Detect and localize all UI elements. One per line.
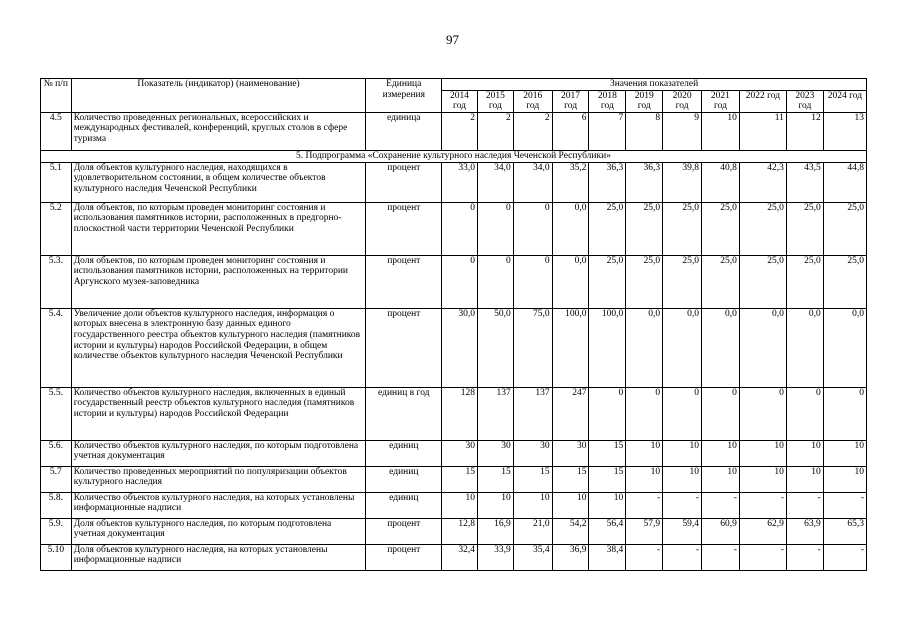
- row-number: 5.7: [41, 466, 72, 492]
- row-value: 10: [477, 492, 513, 518]
- row-value: 25,0: [663, 255, 702, 308]
- row-value: 21,0: [513, 518, 552, 544]
- row-value: 25,0: [663, 202, 702, 255]
- table-header: [41, 79, 867, 113]
- row-value: 25,0: [626, 202, 663, 255]
- row-number: 5.4.: [41, 308, 72, 387]
- header-unit: Единица измерения: [366, 79, 442, 113]
- table-row: [41, 387, 867, 440]
- row-value: 10: [739, 466, 786, 492]
- header-year: 2022 год: [739, 90, 786, 112]
- row-value: 10: [823, 466, 866, 492]
- row-indicator: Количество проведенных мероприятий по популяризации объектов культурного наследия: [71, 466, 366, 492]
- row-value: 0: [442, 202, 478, 255]
- row-value: 75,0: [513, 308, 552, 387]
- row-unit: процент: [366, 202, 442, 255]
- row-value: 10: [626, 440, 663, 466]
- row-value: 0: [823, 387, 866, 440]
- row-value: 30,0: [442, 308, 478, 387]
- row-value: -: [663, 544, 702, 570]
- table-row: [41, 544, 867, 570]
- header-year: 2017 год: [552, 90, 589, 112]
- row-value: 36,9: [552, 544, 589, 570]
- row-value: 25,0: [702, 255, 740, 308]
- row-value: 35,2: [552, 162, 589, 202]
- row-value: 33,9: [477, 544, 513, 570]
- table-row: [41, 308, 867, 387]
- row-indicator: Доля объектов культурного наследия, по которым подготовлена учетная документация: [71, 518, 366, 544]
- row-number: 4.5: [41, 112, 72, 150]
- row-value: 30: [552, 440, 589, 466]
- row-value: 9: [663, 112, 702, 150]
- row-value: 0,0: [702, 308, 740, 387]
- row-unit: единиц: [366, 492, 442, 518]
- table-row: [41, 255, 867, 308]
- row-value: 137: [477, 387, 513, 440]
- row-number: 5.3.: [41, 255, 72, 308]
- row-number: 5.5.: [41, 387, 72, 440]
- row-value: 0: [786, 387, 823, 440]
- row-value: 35,4: [513, 544, 552, 570]
- row-indicator: Количество объектов культурного наследия, по которым подготовлена учетная документация: [71, 440, 366, 466]
- row-value: 10: [589, 492, 626, 518]
- row-indicator: Количество объектов культурного наследия, на которых установлены информационные надписи: [71, 492, 366, 518]
- header-year: 2021 год: [702, 90, 740, 112]
- row-value: 10: [626, 466, 663, 492]
- row-value: 42,3: [739, 162, 786, 202]
- row-value: 25,0: [626, 255, 663, 308]
- row-value: 44,8: [823, 162, 866, 202]
- row-indicator: Доля объектов, по которым проведен мониторинг состояния и использования памятников истории, расположенных на территории Аргунского музея-заповедника: [71, 255, 366, 308]
- row-value: 0: [442, 255, 478, 308]
- row-value: 10: [552, 492, 589, 518]
- row-value: 40,8: [702, 162, 740, 202]
- header-year: 2018 год: [589, 90, 626, 112]
- row-value: 36,3: [589, 162, 626, 202]
- header-indicator: Показатель (индикатор) (наименование): [71, 79, 366, 113]
- row-value: 10: [702, 440, 740, 466]
- row-value: 25,0: [786, 255, 823, 308]
- row-value: 2: [442, 112, 478, 150]
- row-indicator: Доля объектов культурного наследия, находящихся в удовлетворительном состоянии, в общем количестве объектов культурного наследия Чеченской Республики: [71, 162, 366, 202]
- header-year: 2023 год: [786, 90, 823, 112]
- row-number: 5.8.: [41, 492, 72, 518]
- row-value: 0: [477, 202, 513, 255]
- section-row: [41, 150, 867, 162]
- row-value: 0,0: [739, 308, 786, 387]
- row-value: 30: [513, 440, 552, 466]
- row-value: 0: [589, 387, 626, 440]
- row-value: 10: [786, 466, 823, 492]
- row-unit: процент: [366, 544, 442, 570]
- header-num: № п/п: [41, 79, 72, 113]
- row-value: 36,3: [626, 162, 663, 202]
- row-number: 5.1: [41, 162, 72, 202]
- row-value: 15: [513, 466, 552, 492]
- row-value: 25,0: [739, 255, 786, 308]
- row-value: 15: [589, 440, 626, 466]
- row-value: 0: [663, 387, 702, 440]
- row-value: 15: [589, 466, 626, 492]
- table-row: [41, 492, 867, 518]
- header-year: 2020 год: [663, 90, 702, 112]
- row-value: 62,9: [739, 518, 786, 544]
- row-value: 25,0: [823, 255, 866, 308]
- row-value: 10: [513, 492, 552, 518]
- row-value: 0: [513, 202, 552, 255]
- row-value: 16,9: [477, 518, 513, 544]
- row-value: 12,8: [442, 518, 478, 544]
- row-value: 7: [589, 112, 626, 150]
- row-value: 10: [823, 440, 866, 466]
- row-value: 10: [442, 492, 478, 518]
- row-value: 0,0: [663, 308, 702, 387]
- row-value: 30: [477, 440, 513, 466]
- row-value: 100,0: [589, 308, 626, 387]
- row-value: 0,0: [786, 308, 823, 387]
- header-year: 2024 год: [823, 90, 866, 112]
- row-value: 65,3: [823, 518, 866, 544]
- row-value: -: [663, 492, 702, 518]
- row-value: 13: [823, 112, 866, 150]
- row-value: 63,9: [786, 518, 823, 544]
- row-value: 0: [513, 255, 552, 308]
- row-value: 0,0: [626, 308, 663, 387]
- row-unit: единица: [366, 112, 442, 150]
- row-value: 0: [702, 387, 740, 440]
- header-year: 2016 год: [513, 90, 552, 112]
- row-value: 25,0: [739, 202, 786, 255]
- row-number: 5.10: [41, 544, 72, 570]
- row-value: 30: [442, 440, 478, 466]
- row-value: 33,0: [442, 162, 478, 202]
- row-value: 137: [513, 387, 552, 440]
- row-value: -: [702, 544, 740, 570]
- row-value: 247: [552, 387, 589, 440]
- row-value: 12: [786, 112, 823, 150]
- row-value: 25,0: [589, 202, 626, 255]
- row-value: -: [702, 492, 740, 518]
- row-value: -: [739, 544, 786, 570]
- indicators-table: [40, 78, 867, 571]
- table-body: [41, 112, 867, 570]
- row-value: 15: [442, 466, 478, 492]
- row-value: 0: [739, 387, 786, 440]
- row-value: 2: [513, 112, 552, 150]
- table-row: [41, 202, 867, 255]
- row-indicator: Количество проведенных региональных, всероссийских и международных фестивалей, конференций, круглых столов в сфере туризма: [71, 112, 366, 150]
- row-unit: единиц в год: [366, 387, 442, 440]
- table-row: [41, 440, 867, 466]
- row-value: 10: [702, 112, 740, 150]
- row-value: 32,4: [442, 544, 478, 570]
- row-value: 25,0: [823, 202, 866, 255]
- section-title: 5. Подпрограмма «Сохранение культурного наследия Чеченской Республики»: [41, 150, 867, 162]
- row-unit: процент: [366, 162, 442, 202]
- row-value: 10: [663, 440, 702, 466]
- row-value: 50,0: [477, 308, 513, 387]
- row-value: 0,0: [552, 255, 589, 308]
- row-value: 0: [477, 255, 513, 308]
- row-indicator: Доля объектов, по которым проведен мониторинг состояния и использования памятников истории, расположенных в предгорно-плоскостной части территории Чеченской Республики: [71, 202, 366, 255]
- row-value: 60,9: [702, 518, 740, 544]
- row-value: 15: [477, 466, 513, 492]
- row-number: 5.2: [41, 202, 72, 255]
- row-value: -: [626, 492, 663, 518]
- row-unit: единиц: [366, 466, 442, 492]
- row-value: 34,0: [513, 162, 552, 202]
- row-value: 56,4: [589, 518, 626, 544]
- page-number: 97: [446, 32, 459, 47]
- row-value: 10: [702, 466, 740, 492]
- row-value: 34,0: [477, 162, 513, 202]
- row-value: -: [823, 544, 866, 570]
- row-value: 11: [739, 112, 786, 150]
- row-value: 100,0: [552, 308, 589, 387]
- table-row: [41, 162, 867, 202]
- row-unit: единиц: [366, 440, 442, 466]
- row-value: 10: [739, 440, 786, 466]
- row-value: 25,0: [702, 202, 740, 255]
- row-value: 59,4: [663, 518, 702, 544]
- row-value: 54,2: [552, 518, 589, 544]
- row-value: -: [823, 492, 866, 518]
- row-number: 5.6.: [41, 440, 72, 466]
- row-value: -: [626, 544, 663, 570]
- row-value: 128: [442, 387, 478, 440]
- row-value: 2: [477, 112, 513, 150]
- row-value: 25,0: [786, 202, 823, 255]
- row-value: 43,5: [786, 162, 823, 202]
- row-indicator: Увеличение доли объектов культурного наследия, информация о которых внесена в электронную базу данных единого государственного реестра объектов культурного наследия (памятников истории и культуры) народов Российской Федерации, в общем количестве объектов культурного наследия Чеченской Республики: [71, 308, 366, 387]
- row-value: 57,9: [626, 518, 663, 544]
- header-year: 2015 год: [477, 90, 513, 112]
- row-unit: процент: [366, 518, 442, 544]
- row-unit: процент: [366, 308, 442, 387]
- table-row: [41, 466, 867, 492]
- row-value: 6: [552, 112, 589, 150]
- row-value: -: [786, 544, 823, 570]
- row-indicator: Доля объектов культурного наследия, на которых установлены информационные надписи: [71, 544, 366, 570]
- row-value: 8: [626, 112, 663, 150]
- table-row: [41, 112, 867, 150]
- row-value: -: [739, 492, 786, 518]
- header-year: 2019 год: [626, 90, 663, 112]
- row-value: 39,8: [663, 162, 702, 202]
- header-year: 2014 год: [442, 90, 478, 112]
- row-value: 15: [552, 466, 589, 492]
- row-indicator: Количество объектов культурного наследия, включенных в единый государственный реестр объектов культурного наследия (памятников истории и культуры) народов Российской Федерации: [71, 387, 366, 440]
- row-value: 38,4: [589, 544, 626, 570]
- row-number: 5.9.: [41, 518, 72, 544]
- row-value: 10: [786, 440, 823, 466]
- table-row: [41, 518, 867, 544]
- row-value: 0,0: [552, 202, 589, 255]
- row-value: 25,0: [589, 255, 626, 308]
- row-unit: процент: [366, 255, 442, 308]
- row-value: 10: [663, 466, 702, 492]
- row-value: -: [786, 492, 823, 518]
- header-values: Значения показателей: [442, 79, 867, 91]
- row-value: 0: [626, 387, 663, 440]
- row-value: 0,0: [823, 308, 866, 387]
